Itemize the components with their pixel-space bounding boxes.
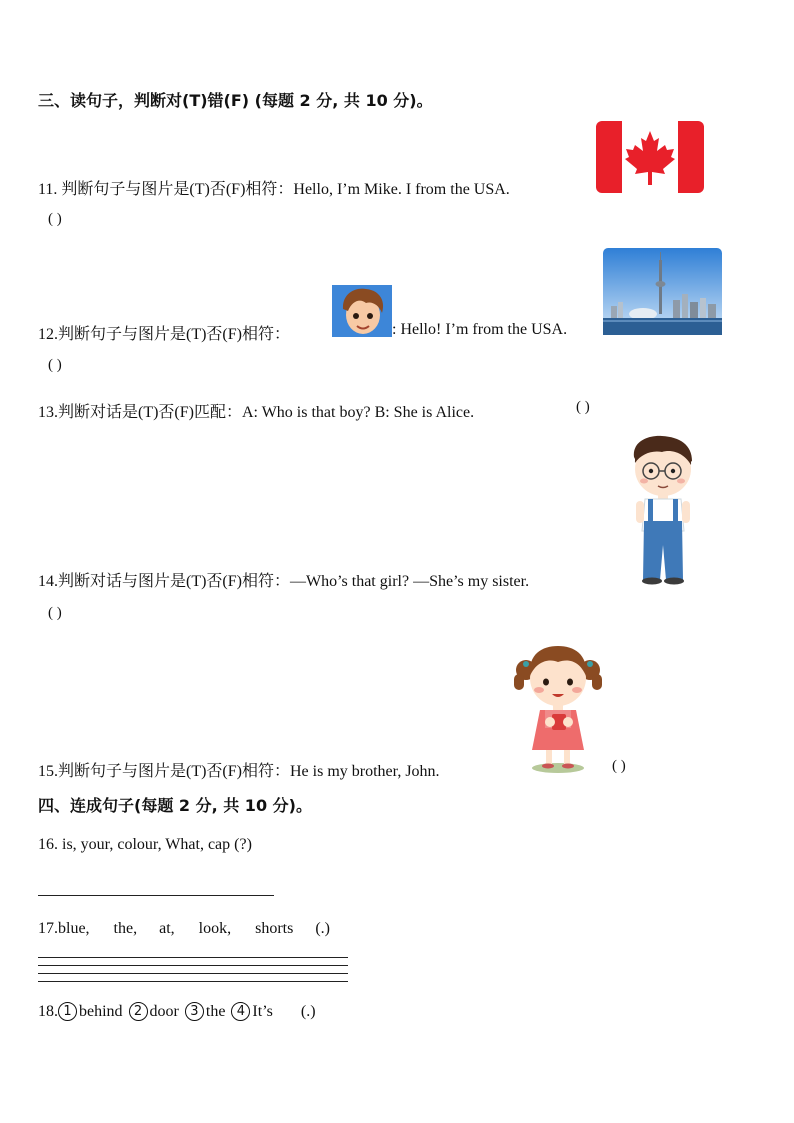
question-17-word: blue, xyxy=(58,920,90,937)
question-13-answer-blank[interactable]: ( ) xyxy=(576,399,590,415)
question-12-text: 12.判断句子与图片是(T)否(F)相符： xyxy=(38,326,290,343)
question-12-answer-blank[interactable]: ( ) xyxy=(48,357,62,373)
question-13-text: 13.判断对话是(T)否(F)匹配：A: Who is that boy? B: She is Alice. xyxy=(38,404,475,421)
canada-flag-image xyxy=(596,121,704,193)
question-17-answer-line[interactable] xyxy=(38,965,348,966)
question-15-text: 15.判断句子与图片是(T)否(F)相符：He is my brother, John. xyxy=(38,763,440,780)
question-14-text: 14.判断对话与图片是(T)否(F)相符：—Who’s that girl? —She’s my sister. xyxy=(38,573,530,590)
question-17-text xyxy=(38,920,330,938)
circled-number-2: 2 xyxy=(129,1002,148,1021)
question-18-word: the xyxy=(205,1003,226,1020)
question-17-answer-line[interactable] xyxy=(38,957,348,958)
question-14-answer-blank[interactable]: ( ) xyxy=(48,605,62,621)
circled-number-1: 1 xyxy=(58,1002,77,1021)
question-18-number: 18. xyxy=(38,1003,58,1020)
section-4-title: 四、连成句子(每题 2 分, 共 10 分)。 xyxy=(38,796,312,815)
circled-number-4: 4 xyxy=(231,1002,250,1021)
question-18-word: behind xyxy=(79,1003,123,1020)
question-17-word: look, xyxy=(198,920,232,937)
question-15-answer-blank[interactable]: ( ) xyxy=(612,758,626,774)
boy-cartoon-image xyxy=(626,435,700,585)
question-18-text xyxy=(38,1002,316,1021)
question-17-answer-line[interactable] xyxy=(38,973,348,974)
question-17-word: shorts xyxy=(255,920,294,937)
question-16-text: 16. is, your, colour, What, cap (?) xyxy=(38,836,252,853)
circled-number-3: 3 xyxy=(185,1002,204,1021)
boy-avatar-image xyxy=(332,285,392,337)
question-12-text-after: : Hello! I’m from the USA. xyxy=(392,321,568,338)
question-11-text: 11. 判断句子与图片是(T)否(F)相符：Hello, I’m Mike. I from the USA. xyxy=(38,181,510,198)
question-17-answer-line[interactable] xyxy=(38,981,348,982)
question-11-answer-blank[interactable]: ( ) xyxy=(48,211,62,227)
question-18-end-mark: (.) xyxy=(300,1003,316,1020)
toronto-skyline-image xyxy=(603,248,722,335)
question-18-word: It’s xyxy=(252,1003,273,1020)
question-18-word: door xyxy=(149,1003,179,1020)
section-3-title: 三、读句子，判断对(T)错(F) (每题 2 分, 共 10 分)。 xyxy=(38,91,433,110)
question-17-number: 17. xyxy=(38,920,58,937)
question-17-word: the, xyxy=(113,920,138,937)
question-16-answer-line[interactable] xyxy=(38,895,274,896)
question-17-word: (.) xyxy=(315,920,330,937)
girl-cartoon-image xyxy=(512,640,604,774)
question-17-word: at, xyxy=(159,920,175,937)
